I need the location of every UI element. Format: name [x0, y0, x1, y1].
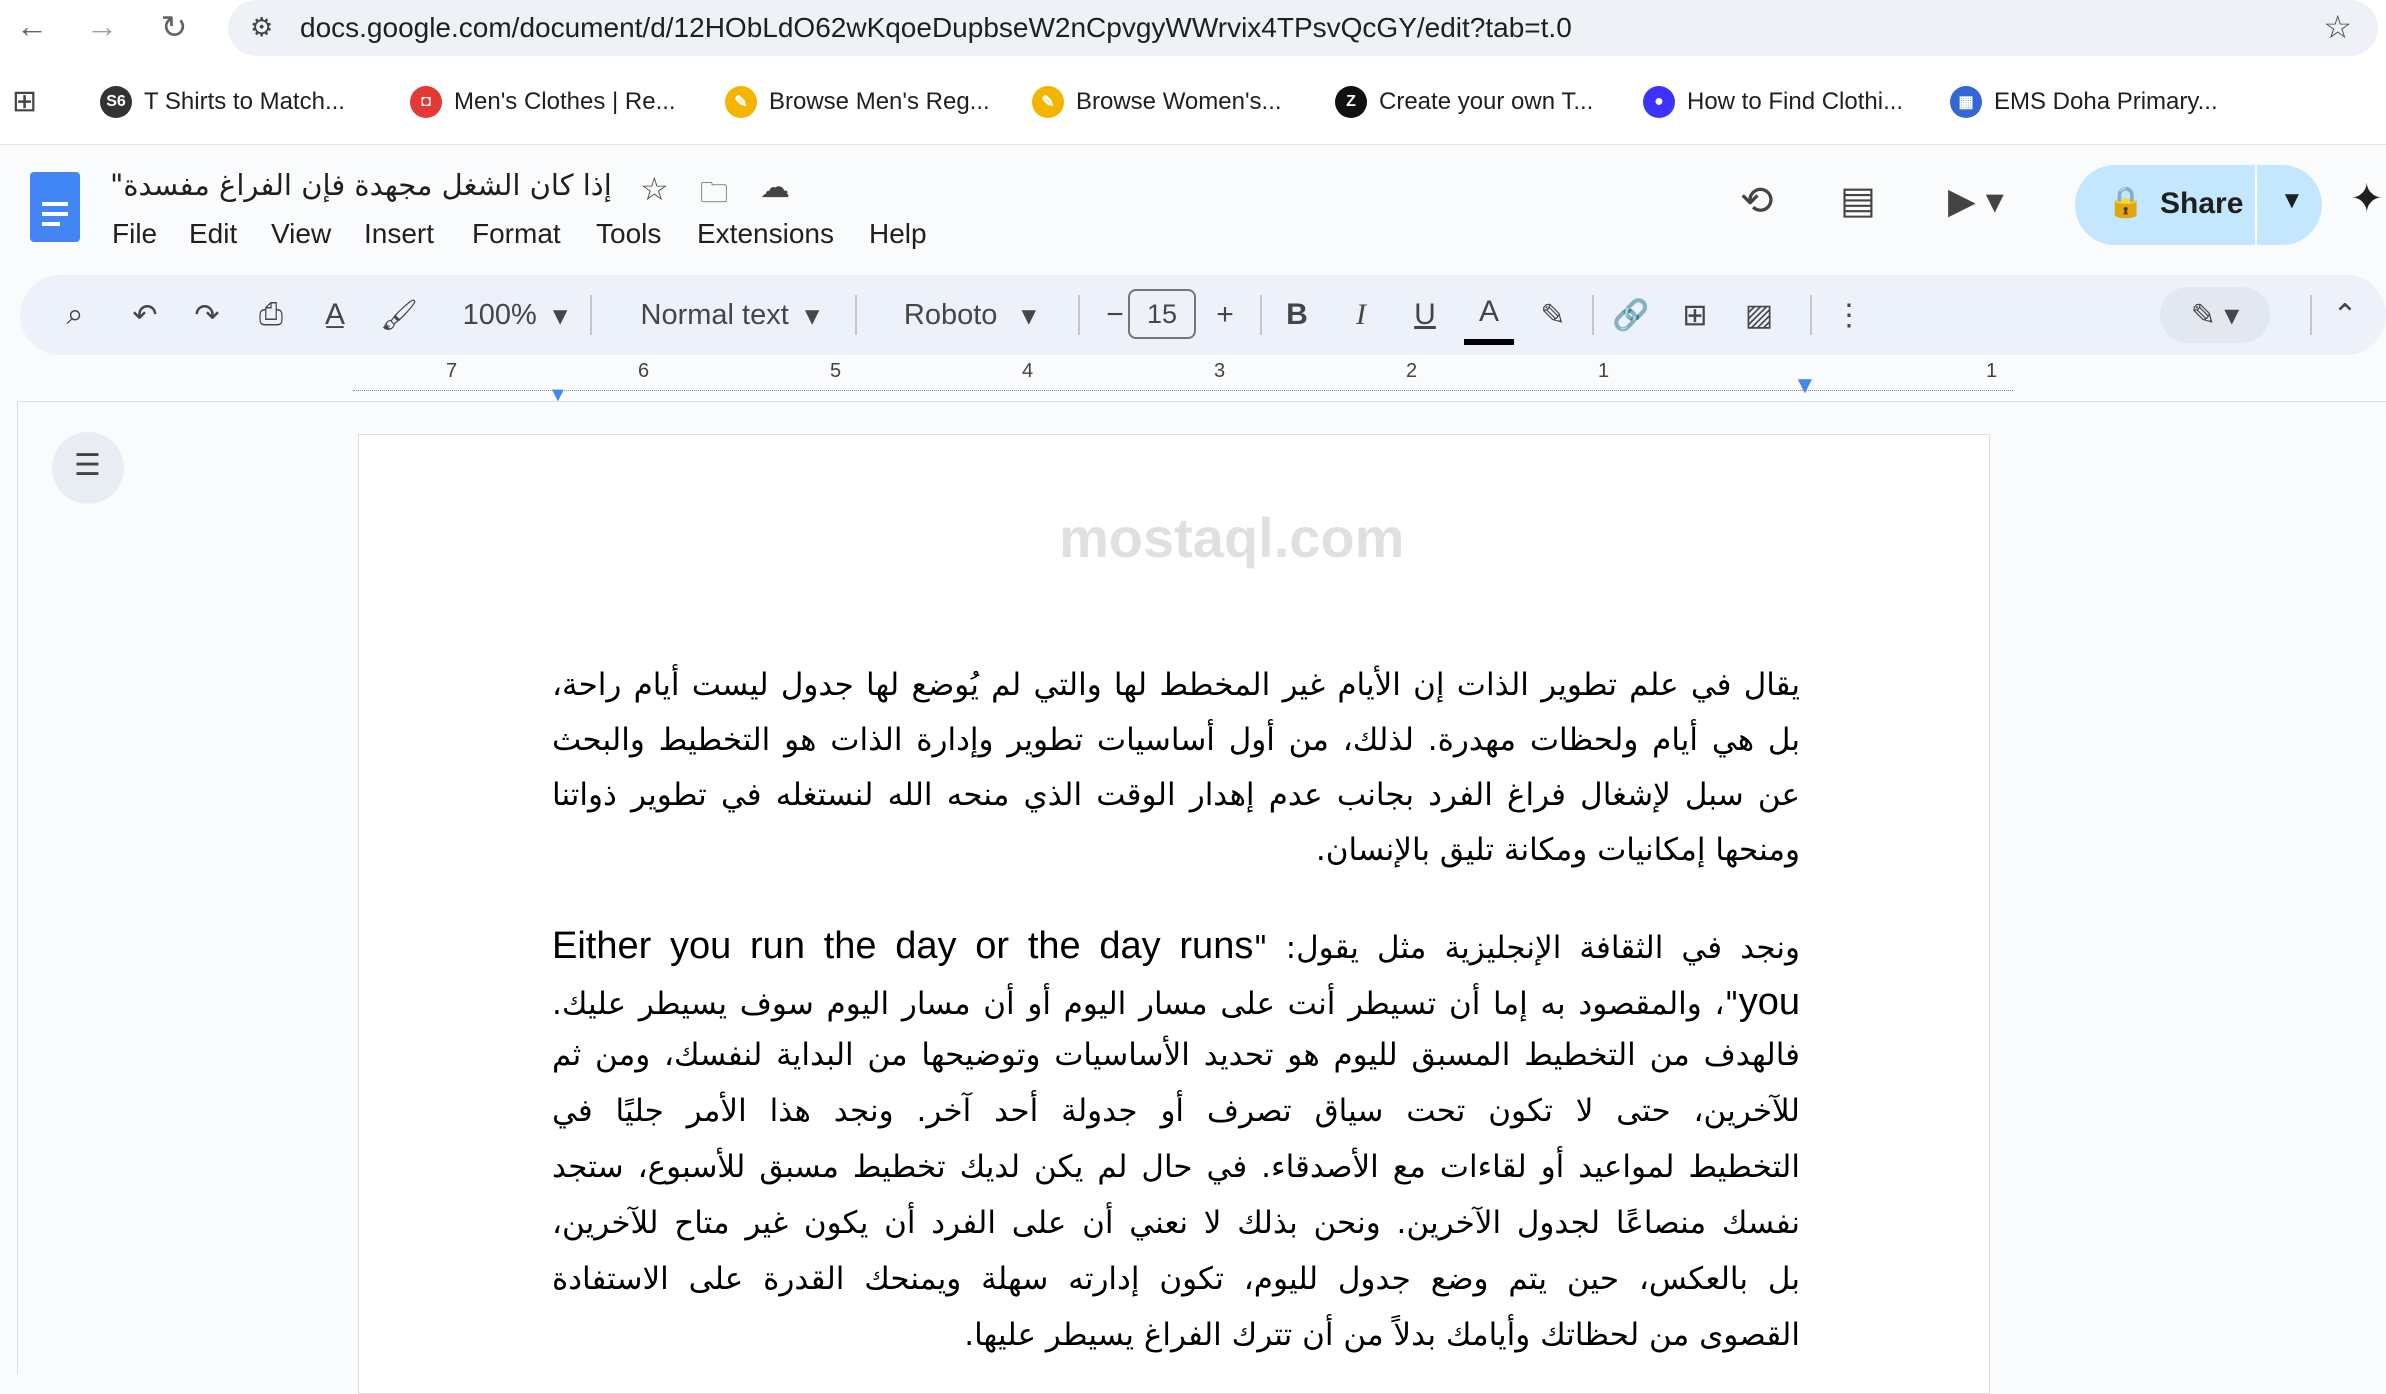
font-value: Roboto	[903, 298, 998, 331]
english-quote: Either you run the day or the day runs	[552, 925, 1254, 967]
bold-icon[interactable]: B	[1286, 298, 1308, 331]
undo-icon[interactable]: ↶	[132, 298, 158, 332]
paragraph-line: عن سبل لإشغال فراغ الفرد بجانب عدم إهدار الوقت الذي منحه الله لنستغله في تطوير ذواتنا	[552, 777, 1800, 813]
bookmark-favicon-icon: ●	[1643, 86, 1675, 118]
paragraph-line: بل هي أيام ولحظات مهدرة. لذلك، من أول أساسيات تطوير وإدارة الذات هو التخطيط والبحث	[552, 722, 1800, 758]
style-value: Normal text	[640, 298, 789, 331]
menu-tools[interactable]: Tools	[596, 218, 662, 249]
ruler-label: 3	[1214, 360, 1226, 382]
ruler-label: 7	[446, 360, 458, 382]
move-folder-icon[interactable]: 🗀	[700, 177, 729, 208]
bookmark-favicon-icon: ▦	[1950, 86, 1982, 118]
text-color-icon[interactable]: A	[1464, 285, 1514, 345]
share-button[interactable]	[2075, 165, 2322, 245]
bookmark-item[interactable]	[410, 82, 676, 122]
paragraph-line: ومنحها إمكانيات ومكانة تليق بالإنسان.	[1315, 832, 1800, 868]
bookmark-item[interactable]	[1643, 82, 1903, 122]
bookmark-item[interactable]	[725, 82, 990, 122]
meet-icon[interactable]: ▶ ▾	[1948, 180, 2004, 221]
insert-link-icon[interactable]: 🔗	[1612, 298, 1650, 332]
menu-format[interactable]: Format	[472, 218, 561, 249]
paragraph-line	[552, 925, 1800, 968]
italic-icon[interactable]: I	[1356, 298, 1366, 331]
paragraph-line: بل بالعكس، حين يتم وضع جدول لليوم، تكون إدارته سهلة ويمنحك القدرة على الاستفادة	[552, 1261, 1800, 1297]
version-history-icon[interactable]: ⟲	[1740, 179, 1774, 223]
bookmark-favicon-icon: Z	[1335, 86, 1367, 118]
paragraph-line: القصوى من لحظاتك وأيامك بدلاً من أن تترك الفراغ يسيطر عليها.	[964, 1317, 1800, 1353]
reload-icon[interactable]: ↻	[160, 9, 188, 45]
menu-insert[interactable]: Insert	[364, 218, 435, 249]
paragraph-line: فالهدف من التخطيط المسبق لليوم هو تحديد الأساسيات وتوضيحها من البداية لنفسك، ومن ثم	[552, 1037, 1800, 1073]
redo-icon[interactable]: ↷	[194, 298, 220, 332]
apps-grid-icon[interactable]: ⊞	[12, 85, 38, 118]
bookmark-label: Browse Women's...	[1076, 88, 1282, 115]
font-select[interactable]: Roboto ▾	[903, 298, 1037, 332]
menu-edit[interactable]: Edit	[189, 218, 238, 249]
document-outline-button[interactable]	[52, 432, 124, 504]
bookmark-label: Browse Men's Reg...	[769, 88, 990, 115]
bookmark-item[interactable]	[100, 82, 345, 122]
outline-list-icon: ☰	[74, 449, 101, 482]
toolbar	[20, 275, 2386, 355]
cloud-saved-icon[interactable]: ☁	[760, 171, 790, 204]
menu-file[interactable]: File	[112, 218, 158, 249]
share-label: Share	[2160, 187, 2244, 220]
url-text[interactable]: docs.google.com/document/d/12HObLdO62wKqoeDupbseW2nCpvgyWWrvix4TPsvQcGY/edit?tab=t.0	[300, 12, 1572, 43]
right-indent-marker[interactable]: ▼	[548, 384, 568, 406]
paragraph-line: يقال في علم تطوير الذات إن الأيام غير المخطط لها والتي لم يُوضع لها جدول ليست أيام راحة،	[552, 667, 1800, 703]
add-comment-icon[interactable]: ⊞	[1682, 298, 1708, 332]
watermark: mostaql.com	[1059, 506, 1405, 569]
bookmark-label: How to Find Clothi...	[1687, 88, 1904, 115]
insert-image-icon[interactable]: ▨	[1744, 298, 1774, 332]
bookmark-favicon-icon: ✎	[725, 86, 757, 118]
share-dropdown-icon[interactable]: ▼	[2280, 187, 2304, 214]
style-select[interactable]: Normal text ▾	[640, 298, 820, 332]
line-arabic: ونجد في الثقافة الإنجليزية مثل يقول: "	[1253, 930, 1800, 966]
decrease-font-size-icon[interactable]: −	[1106, 298, 1124, 331]
bookmark-favicon-icon: S6	[100, 86, 132, 118]
document-page[interactable]	[358, 434, 1990, 1394]
spellcheck-icon[interactable]: A̲	[324, 298, 345, 331]
underline-icon[interactable]: U	[1414, 298, 1436, 331]
font-size-input[interactable]: 15	[1128, 289, 1196, 339]
lock-icon: 🔒	[2107, 186, 2145, 219]
ruler-label: 6	[638, 360, 650, 382]
print-icon[interactable]: ⎙	[259, 298, 283, 331]
ruler-label: 1	[1986, 360, 1998, 382]
site-settings-icon[interactable]: ⚙	[250, 12, 274, 42]
back-icon[interactable]: ←	[16, 8, 48, 44]
ruler-label: 4	[1022, 360, 1034, 382]
comments-icon[interactable]: ▤	[1840, 180, 1876, 222]
collapse-menus-icon[interactable]: ⌃	[2332, 298, 2358, 332]
paragraph-line	[552, 981, 1800, 1024]
paragraph-line: للآخرين، حتى لا تكون تحت سياق تصرف أو جدولة أحد آخر. ونجد هذا الأمر جليًا في	[552, 1093, 1800, 1129]
address-bar[interactable]	[228, 0, 2378, 56]
star-icon[interactable]: ☆	[640, 171, 669, 207]
paragraph-line: التخطيط لمواعيد أو لقاءات مع الأصدقاء. في حال لم يكن لديك تخطيط مسبق للأسبوع، ستجد	[552, 1149, 1800, 1185]
bookmark-item[interactable]	[1950, 82, 2218, 122]
bookmark-star-icon[interactable]: ☆	[2323, 9, 2352, 45]
forward-icon[interactable]: →	[86, 8, 118, 44]
horizontal-ruler[interactable]	[18, 360, 2386, 406]
highlight-icon[interactable]: ✎	[1540, 298, 1566, 332]
vertical-ruler[interactable]	[0, 402, 18, 1374]
bookmark-item[interactable]	[1335, 82, 1593, 122]
document-title[interactable]: إذا كان الشغل مجهدة فإن الفراغ مفسدة"	[110, 168, 612, 202]
search-menus-icon[interactable]: ⌕	[66, 298, 84, 331]
ruler-label: 1	[1598, 360, 1610, 382]
menu-extensions[interactable]: Extensions	[697, 218, 834, 249]
first-line-indent-marker[interactable]: ▼	[1793, 372, 1817, 399]
gemini-icon[interactable]: ✦	[2350, 177, 2384, 221]
docs-logo-icon[interactable]	[30, 172, 80, 242]
editing-mode-button[interactable]: ✎ ▾	[2160, 287, 2270, 343]
increase-font-size-icon[interactable]: +	[1216, 298, 1234, 331]
bookmark-label: Create your own T...	[1379, 88, 1594, 115]
bookmark-label: EMS Doha Primary...	[1994, 88, 2218, 115]
ruler-label: 2	[1406, 360, 1418, 382]
ruler-label: 5	[830, 360, 842, 382]
line-arabic: "، والمقصود به إما أن تسيطر أنت على مسار اليوم أو أن مسار اليوم سوف يسيطر عليك.	[552, 986, 1739, 1022]
bookmark-favicon-icon: ◘	[410, 86, 442, 118]
zoom-value: 100%	[462, 298, 537, 331]
bookmark-label: T Shirts to Match...	[144, 88, 345, 115]
english-quote-end: you	[1738, 981, 1800, 1023]
paint-format-icon[interactable]: 🖌	[379, 298, 419, 332]
bookmark-favicon-icon: ✎	[1032, 86, 1064, 118]
bookmark-item[interactable]	[1032, 82, 1282, 122]
menu-help[interactable]: Help	[869, 218, 927, 249]
zoom-select[interactable]: 100% ▾	[462, 298, 568, 332]
paragraph-line: نفسك منصاعًا لجدول الآخرين. ونحن بذلك لا نعني أن على الفرد أن يكون غير متاح للآخرين،	[552, 1205, 1800, 1241]
menu-view[interactable]: View	[271, 218, 332, 249]
more-options-icon[interactable]: ⋮	[1834, 298, 1864, 332]
browser-chrome	[0, 0, 2386, 145]
bookmark-label: Men's Clothes | Re...	[454, 88, 676, 115]
